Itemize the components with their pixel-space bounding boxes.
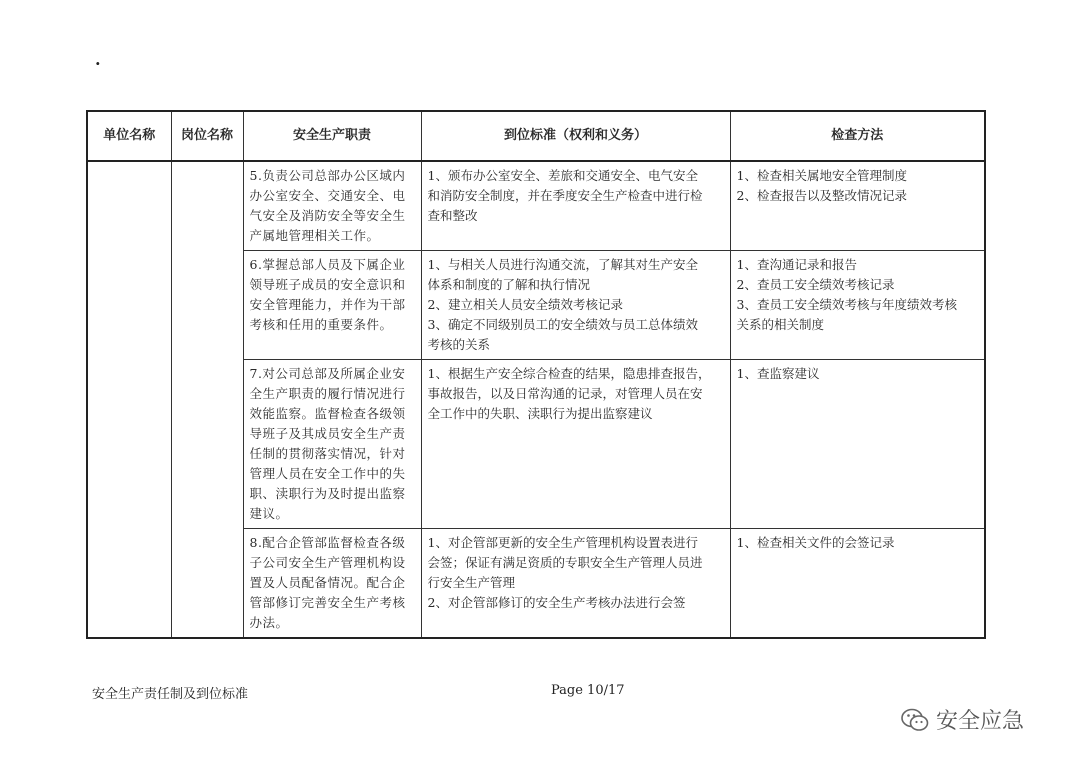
footer-doc-title: 安全生产责任制及到位标准: [92, 687, 249, 702]
duty-line: 5.负责公司总部办公区域内: [249, 168, 406, 183]
check-line: 1、检查相关文件的会签记录: [736, 535, 895, 550]
duty-cell: [243, 251, 421, 360]
duty-line: 任制的贯彻落实情况，针对: [249, 446, 406, 461]
duty-line: 6.掌握总部人员及下属企业: [249, 257, 406, 272]
duty-line: 考核和任用的重要条件。: [249, 317, 393, 332]
duty-line: 管理人员在安全工作中的失: [249, 466, 406, 481]
check-line: 2、检查报告以及整改情况记录: [736, 188, 907, 203]
standard-line: 1、颁布办公室安全、差旅和交通安全、电气安全: [427, 168, 698, 183]
duty-line: 领导班子成员的安全意识和: [249, 277, 406, 292]
check-line: 关系的相关制度: [736, 317, 825, 332]
duty-line: 8.配合企管部监督检查各级: [249, 535, 406, 550]
duty-line: 职、渎职行为及时提出监察: [249, 486, 406, 501]
table-row: [87, 161, 985, 251]
standard-cell: [421, 251, 730, 360]
check-cell: [730, 251, 985, 360]
standard-cell: [421, 161, 730, 251]
standard-line: 查和整改: [427, 208, 478, 223]
check-line: 1、查沟通记录和报告: [736, 257, 857, 272]
standard-line: 考核的关系: [427, 337, 491, 352]
page-marker: .: [95, 50, 101, 69]
check-line: 1、检查相关属地安全管理制度: [736, 168, 907, 183]
duty-line: 管部修订完善安全生产考核: [249, 595, 406, 610]
standard-line: 3、确定不同级别员工的安全绩效与员工总体绩效: [427, 317, 698, 332]
check-cell: [730, 529, 985, 639]
standard-line: 事故报告，以及日常沟通的记录，对管理人员在安: [427, 386, 703, 401]
unit-cell: [87, 161, 171, 638]
standard-line: 2、建立相关人员安全绩效考核记录: [427, 297, 623, 312]
standard-line: 全工作中的失职、渎职行为提出监察建议: [427, 406, 653, 421]
duty-line: 效能监察。监督检查各级领: [249, 406, 406, 421]
footer-page-number: Page 10/17: [551, 683, 625, 698]
standard-line: 1、对企管部更新的安全生产管理机构设置表进行: [427, 535, 698, 550]
standard-cell: [421, 529, 730, 639]
header-check: 检查方法: [730, 111, 985, 161]
duty-line: 办法。: [249, 615, 289, 630]
check-cell: [730, 360, 985, 529]
check-line: 1、查监察建议: [736, 366, 820, 381]
duty-line: 置及人员配备情况。配合企: [249, 575, 406, 590]
check-cell: [730, 161, 985, 251]
duty-line: 子公司安全生产管理机构设: [249, 555, 406, 570]
duty-line: 全生产职责的履行情况进行: [249, 386, 406, 401]
standard-cell: [421, 360, 730, 529]
duty-line: 7.对公司总部及所属企业安: [249, 366, 406, 381]
duty-line: 安全管理能力，并作为干部: [249, 297, 406, 312]
standard-line: 1、根据生产安全综合检查的结果，隐患排查报告，: [427, 366, 711, 381]
check-line: 3、查员工安全绩效考核与年度绩效考核: [736, 297, 957, 312]
duty-line: 导班子及其成员安全生产责: [249, 426, 406, 441]
standard-line: 2、对企管部修订的安全生产考核办法进行会签: [427, 595, 686, 610]
wechat-icon: [900, 707, 930, 733]
duty-cell: [243, 161, 421, 251]
duty-cell: [243, 529, 421, 639]
standard-line: 体系和制度的了解和执行情况: [427, 277, 591, 292]
watermark: [900, 704, 1024, 735]
header-post: 岗位名称: [171, 111, 243, 161]
responsibility-table: [86, 110, 986, 639]
table-header-row: [87, 111, 985, 161]
header-duty: 安全生产职责: [243, 111, 421, 161]
standard-line: 会签；保证有满足资质的专职安全生产管理人员进: [427, 555, 703, 570]
duty-line: 气安全及消防安全等安全生: [249, 208, 406, 223]
header-unit: 单位名称: [87, 111, 171, 161]
standard-line: 和消防安全制度，并在季度安全生产检查中进行检: [427, 188, 703, 203]
check-line: 2、查员工安全绩效考核记录: [736, 277, 895, 292]
duty-line: 办公室安全、交通安全、电: [249, 188, 406, 203]
standard-line: 1、与相关人员进行沟通交流，了解其对生产安全: [427, 257, 698, 272]
header-standard: 到位标准（权利和义务）: [421, 111, 730, 161]
duty-cell: [243, 360, 421, 529]
watermark-text: 安全应急: [936, 709, 1025, 734]
post-cell: [171, 161, 243, 638]
duty-line: 产属地管理相关工作。: [249, 228, 380, 243]
standard-line: 行安全生产管理: [427, 575, 516, 590]
duty-line: 建议。: [249, 506, 289, 521]
